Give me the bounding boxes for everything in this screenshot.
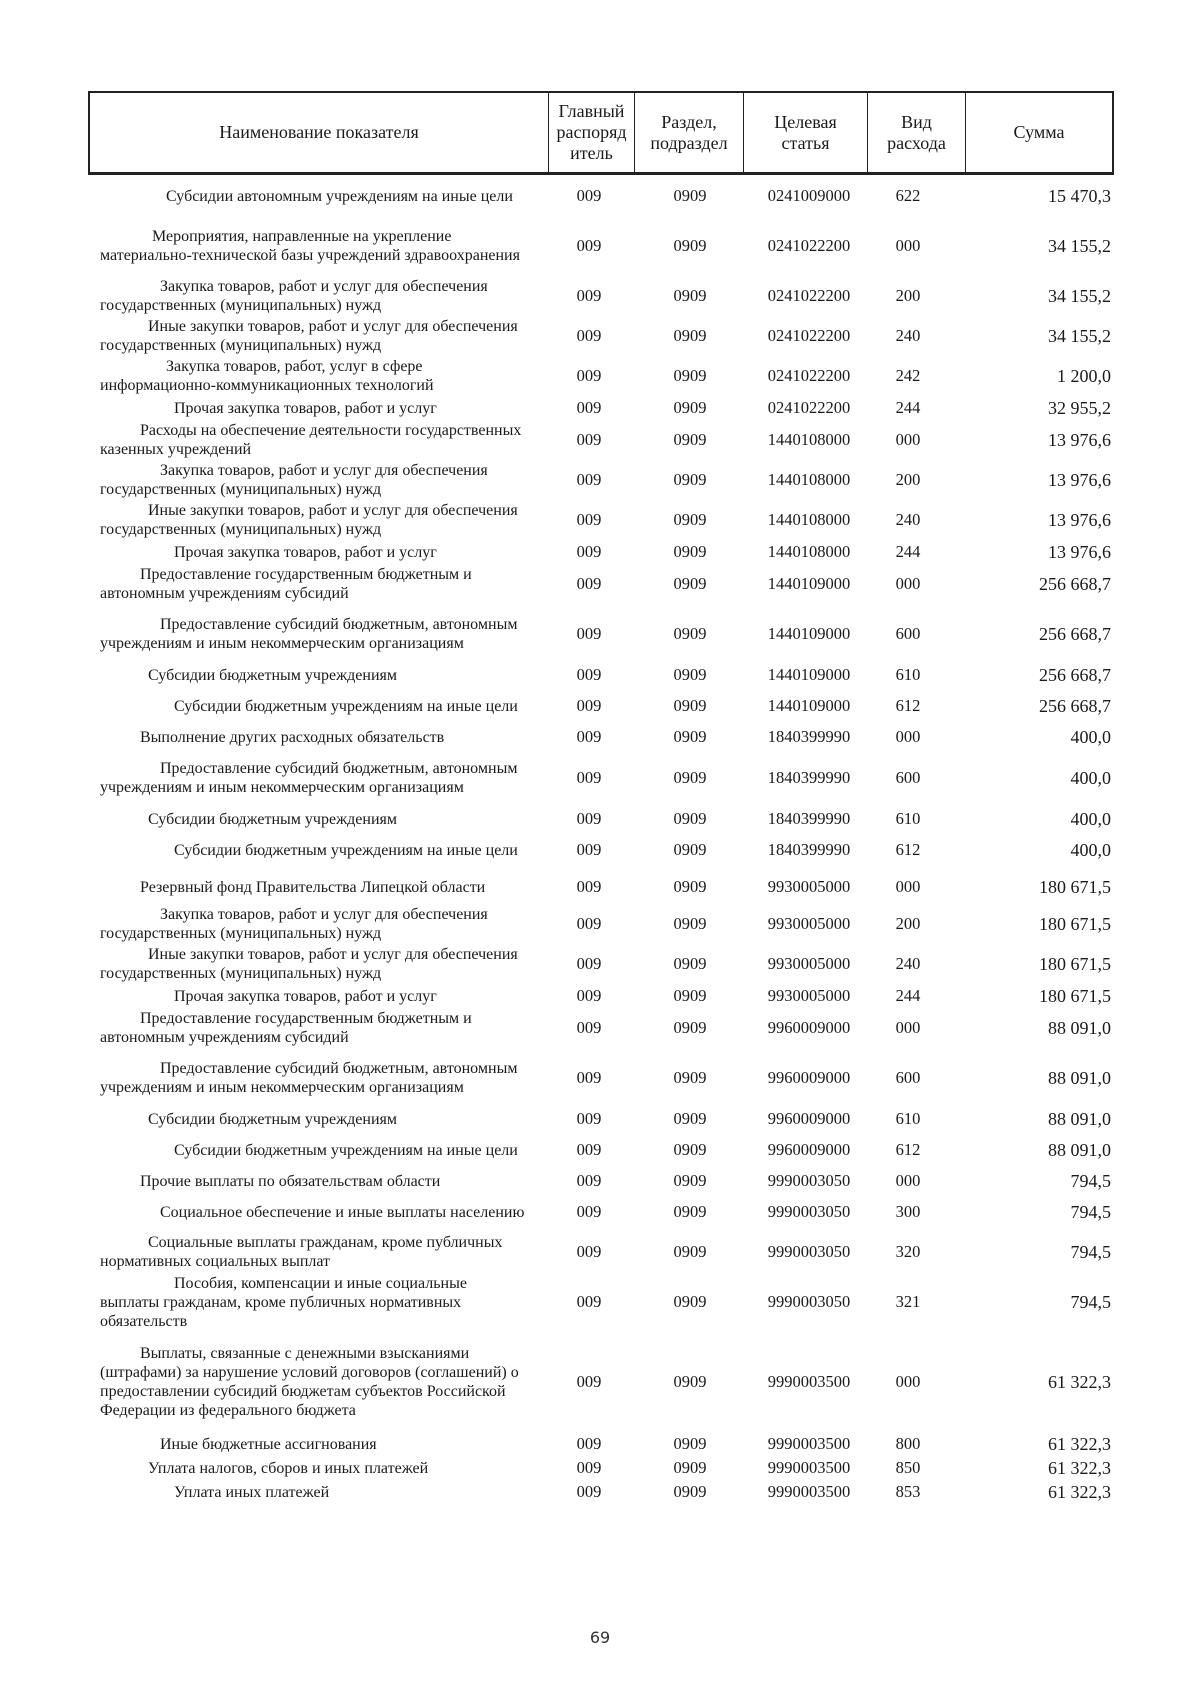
row-sum: 13 976,6 (1048, 469, 1111, 490)
row-target-article: 1440109000 (767, 665, 851, 684)
row-section: 0909 (673, 1458, 707, 1477)
row-main-manager: 009 (576, 1171, 602, 1190)
table-row (100, 984, 1115, 1008)
table-row (100, 1048, 1115, 1108)
row-main-manager: 009 (576, 954, 602, 973)
row-section: 0909 (673, 954, 707, 973)
row-main-manager: 009 (576, 1482, 602, 1501)
row-sum: 61 322,3 (1048, 1481, 1111, 1502)
row-main-manager: 009 (576, 1372, 602, 1391)
row-expense-kind: 600 (895, 624, 921, 643)
row-target-article: 9990003500 (767, 1458, 851, 1477)
row-target-article: 1440109000 (767, 574, 851, 593)
row-expense-kind: 300 (895, 1202, 921, 1221)
row-main-manager: 009 (576, 366, 602, 385)
row-target-article: 1440108000 (767, 470, 851, 489)
row-name: Предоставление государственным бюджетным и автономным учреждениям субсидий (100, 566, 472, 602)
row-section: 0909 (673, 1171, 707, 1190)
row-name: Иные закупки товаров, работ и услуг для обеспечения государственных (муниципальных) нужд (100, 502, 518, 538)
row-expense-kind: 244 (895, 542, 921, 561)
row-expense-kind: 321 (895, 1292, 921, 1311)
row-target-article: 1440108000 (767, 430, 851, 449)
row-sum: 13 976,6 (1048, 509, 1111, 530)
row-sum: 794,5 (1070, 1291, 1111, 1312)
row-expense-kind: 000 (895, 1171, 921, 1190)
row-sum: 13 976,6 (1048, 429, 1111, 450)
row-expense-kind: 000 (895, 430, 921, 449)
row-main-manager: 009 (576, 542, 602, 561)
row-section: 0909 (673, 1140, 707, 1159)
row-section: 0909 (673, 510, 707, 529)
row-sum: 61 322,3 (1048, 1457, 1111, 1478)
row-section: 0909 (673, 1018, 707, 1037)
row-name: Субсидии автономным учреждениям на иные цели (166, 187, 513, 205)
table-row (100, 460, 1115, 500)
row-target-article: 1840399990 (767, 840, 851, 859)
row-target-article: 1440108000 (767, 510, 851, 529)
table-row (100, 1108, 1115, 1130)
table-row (100, 830, 1115, 870)
row-name: Расходы на обеспечение деятельности государственных казенных учреждений (100, 422, 522, 458)
row-name: Мероприятия, направленные на укрепление материально-технической базы учреждений здравоохранения (100, 228, 520, 264)
row-section: 0909 (673, 1109, 707, 1128)
table-row (100, 1332, 1115, 1432)
row-main-manager: 009 (576, 1434, 602, 1453)
row-name: Резервный фонд Правительства Липецкой области (140, 878, 486, 896)
row-target-article: 9930005000 (767, 986, 851, 1005)
row-sum: 400,0 (1070, 767, 1111, 788)
row-target-article: 9960009000 (767, 1140, 851, 1159)
row-expense-kind: 610 (895, 1109, 921, 1128)
row-name: Выплаты, связанные с денежными взысканиями (штрафами) за нарушение условий договоров (соглашений) о предоставлении субсидий бюджетам субъектов Российской Федерации из федерального бюджета (100, 1345, 519, 1419)
row-target-article: 9990003500 (767, 1482, 851, 1501)
row-sum: 88 091,0 (1048, 1139, 1111, 1160)
row-name: Субсидии бюджетным учреждениям на иные цели (174, 1141, 518, 1159)
row-name: Предоставление субсидий бюджетным, автономным учреждениям и иным некоммерческим организациям (100, 760, 518, 796)
row-expense-kind: 200 (895, 914, 921, 933)
row-name: Уплата иных платежей (174, 1483, 330, 1501)
row-sum: 180 671,5 (1039, 985, 1111, 1006)
row-target-article: 1840399990 (767, 768, 851, 787)
row-sum: 15 470,3 (1048, 185, 1111, 206)
row-name: Иные закупки товаров, работ и услуг для обеспечения государственных (муниципальных) нужд (100, 318, 518, 354)
row-section: 0909 (673, 914, 707, 933)
row-name: Прочие выплаты по обязательствам области (140, 1172, 441, 1190)
row-expense-kind: 612 (895, 696, 921, 715)
row-target-article: 0241022200 (767, 286, 851, 305)
row-section: 0909 (673, 696, 707, 715)
row-section: 0909 (673, 809, 707, 828)
row-target-article: 9930005000 (767, 954, 851, 973)
row-section: 0909 (673, 1242, 707, 1261)
row-target-article: 9960009000 (767, 1068, 851, 1087)
row-expense-kind: 850 (895, 1458, 921, 1477)
row-expense-kind: 600 (895, 768, 921, 787)
row-name: Прочая закупка товаров, работ и услуг (174, 987, 437, 1005)
row-main-manager: 009 (576, 574, 602, 593)
row-sum: 180 671,5 (1039, 876, 1111, 897)
row-target-article: 9990003050 (767, 1292, 851, 1311)
row-expense-kind: 612 (895, 840, 921, 859)
header-section: Раздел, подраздел (635, 93, 744, 172)
table-row (100, 808, 1115, 830)
row-main-manager: 009 (576, 914, 602, 933)
row-sum: 61 322,3 (1048, 1433, 1111, 1454)
table-row (100, 396, 1115, 420)
table-row (100, 420, 1115, 460)
row-target-article: 9960009000 (767, 1018, 851, 1037)
row-section: 0909 (673, 877, 707, 896)
table-row (100, 664, 1115, 686)
row-main-manager: 009 (576, 286, 602, 305)
row-target-article: 9930005000 (767, 877, 851, 896)
row-target-article: 0241022200 (767, 236, 851, 255)
row-expense-kind: 000 (895, 727, 921, 746)
row-name: Выполнение других расходных обязательств (140, 728, 445, 746)
row-sum: 32 955,2 (1048, 397, 1111, 418)
page-number: 69 (589, 1628, 611, 1647)
header-target-article: Целевая статья (744, 93, 868, 172)
row-section: 0909 (673, 768, 707, 787)
table-row (100, 176, 1115, 216)
row-main-manager: 009 (576, 430, 602, 449)
table-body (100, 176, 1115, 1504)
row-name: Иные закупки товаров, работ и услуг для обеспечения государственных (муниципальных) нужд (100, 946, 518, 982)
row-sum: 400,0 (1070, 839, 1111, 860)
row-expense-kind: 622 (895, 186, 921, 205)
table-row (100, 540, 1115, 564)
row-target-article: 0241022200 (767, 326, 851, 345)
row-name: Предоставление государственным бюджетным и автономным учреждениям субсидий (100, 1010, 472, 1046)
row-target-article: 9990003500 (767, 1372, 851, 1391)
table-row (100, 686, 1115, 726)
table-row (100, 1432, 1115, 1456)
table-row (100, 604, 1115, 664)
row-main-manager: 009 (576, 1018, 602, 1037)
row-main-manager: 009 (576, 1068, 602, 1087)
table-row (100, 870, 1115, 904)
table-row (100, 564, 1115, 604)
row-name: Субсидии бюджетным учреждениям на иные цели (174, 697, 518, 715)
row-main-manager: 009 (576, 1292, 602, 1311)
row-expense-kind: 600 (895, 1068, 921, 1087)
row-target-article: 9960009000 (767, 1109, 851, 1128)
row-section: 0909 (673, 366, 707, 385)
row-sum: 1 200,0 (1057, 365, 1111, 386)
row-sum: 180 671,5 (1039, 953, 1111, 974)
row-main-manager: 009 (576, 326, 602, 345)
row-target-article: 1840399990 (767, 809, 851, 828)
row-section: 0909 (673, 326, 707, 345)
row-section: 0909 (673, 1372, 707, 1391)
row-sum: 34 155,2 (1048, 285, 1111, 306)
row-sum: 88 091,0 (1048, 1017, 1111, 1038)
row-sum: 180 671,5 (1039, 913, 1111, 934)
row-expense-kind: 244 (895, 398, 921, 417)
row-section: 0909 (673, 1202, 707, 1221)
row-section: 0909 (673, 286, 707, 305)
row-main-manager: 009 (576, 727, 602, 746)
row-expense-kind: 000 (895, 1372, 921, 1391)
row-sum: 256 668,7 (1039, 695, 1111, 716)
row-expense-kind: 200 (895, 286, 921, 305)
table-row (100, 1272, 1115, 1332)
row-expense-kind: 800 (895, 1434, 921, 1453)
row-name: Закупка товаров, работ, услуг в сфере информационно-коммуникационных технологий (100, 358, 434, 394)
row-section: 0909 (673, 430, 707, 449)
row-main-manager: 009 (576, 1458, 602, 1477)
row-target-article: 9990003050 (767, 1242, 851, 1261)
row-section: 0909 (673, 665, 707, 684)
row-name: Предоставление субсидий бюджетным, автономным учреждениям и иным некоммерческим организациям (100, 616, 518, 652)
row-expense-kind: 240 (895, 326, 921, 345)
row-target-article: 0241009000 (767, 186, 851, 205)
row-sum: 400,0 (1070, 808, 1111, 829)
header-main-manager: Главный распоряд итель (549, 93, 635, 172)
row-expense-kind: 244 (895, 986, 921, 1005)
row-main-manager: 009 (576, 1140, 602, 1159)
header-expense-kind: Вид расхода (868, 93, 966, 172)
row-section: 0909 (673, 470, 707, 489)
row-section: 0909 (673, 574, 707, 593)
table-row (100, 276, 1115, 316)
row-sum: 256 668,7 (1039, 623, 1111, 644)
row-main-manager: 009 (576, 186, 602, 205)
row-target-article: 1440109000 (767, 624, 851, 643)
row-main-manager: 009 (576, 840, 602, 859)
table-row (100, 726, 1115, 748)
table-row (100, 1170, 1115, 1192)
row-name: Субсидии бюджетным учреждениям на иные цели (174, 841, 518, 859)
row-name: Уплата налогов, сборов и иных платежей (148, 1459, 429, 1477)
row-sum: 794,5 (1070, 1170, 1111, 1191)
row-section: 0909 (673, 624, 707, 643)
row-target-article: 9990003050 (767, 1171, 851, 1190)
row-section: 0909 (673, 986, 707, 1005)
row-sum: 794,5 (1070, 1201, 1111, 1222)
row-expense-kind: 000 (895, 877, 921, 896)
row-name: Закупка товаров, работ и услуг для обеспечения государственных (муниципальных) нужд (100, 462, 488, 498)
row-sum: 256 668,7 (1039, 664, 1111, 685)
row-expense-kind: 242 (895, 366, 921, 385)
row-main-manager: 009 (576, 1242, 602, 1261)
row-section: 0909 (673, 1482, 707, 1501)
row-name: Прочая закупка товаров, работ и услуг (174, 543, 437, 561)
row-expense-kind: 853 (895, 1482, 921, 1501)
row-main-manager: 009 (576, 696, 602, 715)
row-target-article: 9930005000 (767, 914, 851, 933)
row-main-manager: 009 (576, 986, 602, 1005)
row-expense-kind: 000 (895, 574, 921, 593)
row-name: Иные бюджетные ассигнования (160, 1435, 377, 1453)
row-name: Закупка товаров, работ и услуг для обеспечения государственных (муниципальных) нужд (100, 906, 488, 942)
row-sum: 13 976,6 (1048, 541, 1111, 562)
table-row (100, 944, 1115, 984)
row-main-manager: 009 (576, 624, 602, 643)
table-row (100, 904, 1115, 944)
row-expense-kind: 000 (895, 1018, 921, 1037)
row-sum: 34 155,2 (1048, 325, 1111, 346)
row-name: Субсидии бюджетным учреждениям (148, 666, 397, 684)
row-sum: 88 091,0 (1048, 1067, 1111, 1088)
row-name: Закупка товаров, работ и услуг для обеспечения государственных (муниципальных) нужд (100, 278, 488, 314)
table-row (100, 1480, 1115, 1504)
row-main-manager: 009 (576, 236, 602, 255)
row-main-manager: 009 (576, 510, 602, 529)
table-row (100, 356, 1115, 396)
header-sum: Сумма (1013, 122, 1065, 142)
row-name: Предоставление субсидий бюджетным, автономным учреждениям и иным некоммерческим организациям (100, 1060, 518, 1096)
row-expense-kind: 320 (895, 1242, 921, 1261)
row-target-article: 0241022200 (767, 366, 851, 385)
row-expense-kind: 200 (895, 470, 921, 489)
table-row (100, 316, 1115, 356)
row-section: 0909 (673, 840, 707, 859)
row-main-manager: 009 (576, 877, 602, 896)
row-main-manager: 009 (576, 398, 602, 417)
row-sum: 34 155,2 (1048, 235, 1111, 256)
row-sum: 61 322,3 (1048, 1371, 1111, 1392)
row-target-article: 9990003050 (767, 1202, 851, 1221)
row-section: 0909 (673, 542, 707, 561)
row-main-manager: 009 (576, 809, 602, 828)
row-main-manager: 009 (576, 665, 602, 684)
row-expense-kind: 610 (895, 809, 921, 828)
row-sum: 794,5 (1070, 1241, 1111, 1262)
row-expense-kind: 240 (895, 954, 921, 973)
row-main-manager: 009 (576, 768, 602, 787)
row-sum: 400,0 (1070, 726, 1111, 747)
row-expense-kind: 610 (895, 665, 921, 684)
row-name: Субсидии бюджетным учреждениям (148, 810, 397, 828)
row-target-article: 0241022200 (767, 398, 851, 417)
table-row (100, 500, 1115, 540)
row-expense-kind: 612 (895, 1140, 921, 1159)
table-row (100, 1456, 1115, 1480)
row-target-article: 1440108000 (767, 542, 851, 561)
table-row (100, 1008, 1115, 1048)
row-main-manager: 009 (576, 470, 602, 489)
row-main-manager: 009 (576, 1109, 602, 1128)
row-name: Социальное обеспечение и иные выплаты населению (160, 1203, 525, 1221)
table-row (100, 1130, 1115, 1170)
row-section: 0909 (673, 1434, 707, 1453)
row-section: 0909 (673, 1068, 707, 1087)
row-name: Субсидии бюджетным учреждениям (148, 1110, 397, 1128)
row-section: 0909 (673, 186, 707, 205)
table-row (100, 216, 1115, 276)
row-target-article: 1440109000 (767, 696, 851, 715)
row-section: 0909 (673, 1292, 707, 1311)
row-target-article: 9990003500 (767, 1434, 851, 1453)
row-target-article: 1840399990 (767, 727, 851, 746)
table-row (100, 748, 1115, 808)
row-expense-kind: 000 (895, 236, 921, 255)
row-main-manager: 009 (576, 1202, 602, 1221)
row-name: Пособия, компенсации и иные социальные выплаты гражданам, кроме публичных нормативных обязательств (100, 1274, 467, 1330)
row-name: Прочая закупка товаров, работ и услуг (174, 399, 437, 417)
table-row (100, 1232, 1115, 1272)
header-name: Наименование показателя (90, 93, 549, 172)
row-section: 0909 (673, 398, 707, 417)
row-sum: 256 668,7 (1039, 573, 1111, 594)
table-row (100, 1192, 1115, 1232)
row-expense-kind: 240 (895, 510, 921, 529)
row-section: 0909 (673, 727, 707, 746)
table-header (88, 91, 1114, 175)
row-section: 0909 (673, 236, 707, 255)
row-name: Социальные выплаты гражданам, кроме публичных нормативных социальных выплат (100, 1234, 503, 1270)
row-sum: 88 091,0 (1048, 1108, 1111, 1129)
